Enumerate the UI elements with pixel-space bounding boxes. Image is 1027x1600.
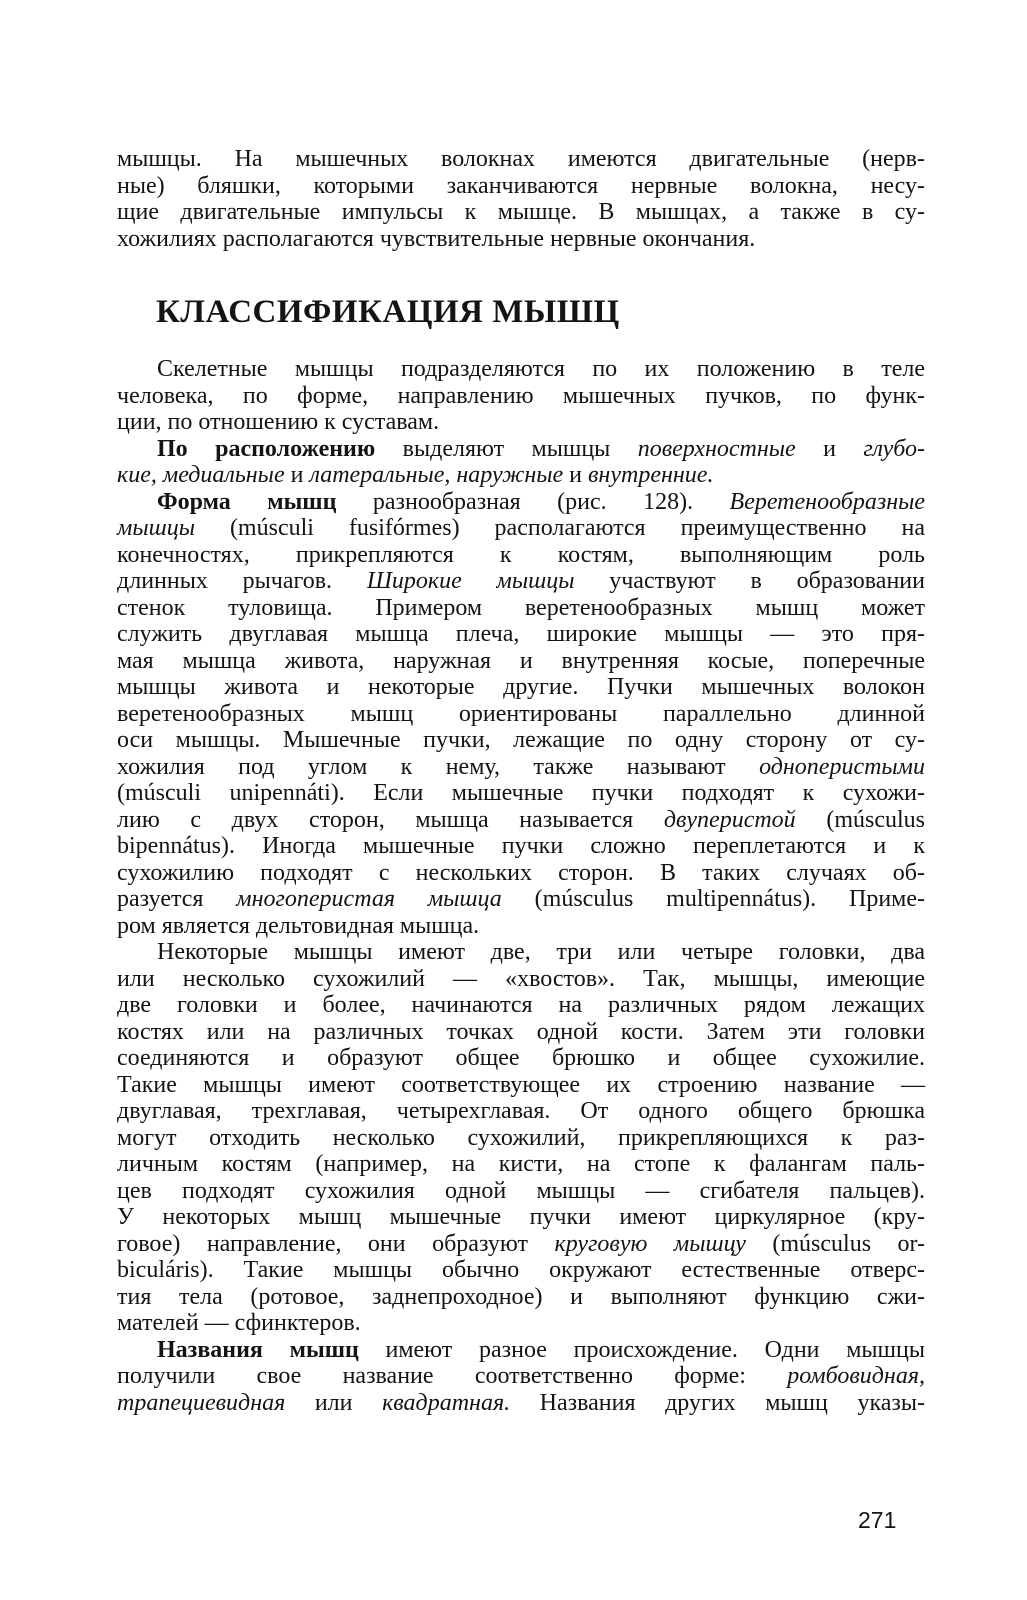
text-span: цев подходят сухожилия одной мышцы — сгибателя пальцев). (117, 1177, 925, 1204)
text-line (117, 1337, 925, 1364)
text-span: лию с двух сторон, мышца называется (117, 806, 664, 833)
text-line (117, 1019, 925, 1046)
text-span: сухожилию подходят с нескольких сторон. В таких случаях об- (117, 859, 925, 886)
text-span: разнообразная (рис. 128). (336, 488, 730, 515)
text-line (117, 701, 925, 728)
italic-term: мышцы (117, 515, 195, 541)
text-span: или несколько сухожилий — «хвостов». Так, мышцы, имеющие (117, 965, 925, 992)
text-span: Такие мышцы имеют соответствующее их строению название — (117, 1071, 925, 1098)
text-line (117, 674, 925, 701)
text-span: Скелетные мышцы подразделяются по их положению в теле (157, 356, 925, 382)
text-line (117, 542, 925, 569)
text-line (117, 1072, 925, 1099)
text-span: стенок туловища. Примером веретенообразных мышц может (117, 594, 925, 621)
text-line (117, 1284, 925, 1311)
text-line: хожилиях располагаются чувствительные нервные окончания. (117, 225, 756, 252)
text-line (117, 1045, 925, 1072)
text-line (117, 462, 925, 489)
text-span: и (563, 462, 589, 488)
text-span: и (284, 462, 310, 488)
text-span: личным костям (например, на кисти, на стопе к фалангам паль- (117, 1151, 925, 1177)
italic-term: одноперистыми (759, 753, 925, 780)
text-span: bipennátus). Иногда мышечные пучки сложно переплетаются и к (117, 833, 925, 859)
text-span: длинных рычагов. (117, 568, 367, 594)
text-line (117, 409, 925, 436)
text-span: костях или на различных точках одной кости. Затем эти головки (117, 1018, 925, 1045)
text-line (117, 939, 925, 966)
text-span: Названия других мышц указы- (510, 1389, 925, 1416)
text-line: ные) бляшки, которыми заканчиваются нервные волокна, несу- (117, 172, 925, 199)
text-span: (músculus or- (745, 1230, 925, 1257)
text-span: biculáris). Такие мышцы обычно окружают естественные отверс- (117, 1257, 925, 1283)
text-line (117, 568, 925, 595)
italic-term: квадратная. (382, 1389, 511, 1416)
text-span: участвуют в образовании (574, 568, 925, 594)
text-line (117, 780, 925, 807)
italic-term: кие, медиальные (117, 462, 285, 488)
italic-term: двуперистой (663, 806, 796, 833)
text-span: мая мышца живота, наружная и внутренняя косые, поперечные (117, 647, 925, 674)
text-span: могут отходить несколько сухожилий, прикрепляющихся к раз- (117, 1124, 925, 1151)
text-span: ром является дельтовидная мышца. (117, 912, 480, 939)
section-body (117, 356, 925, 1416)
text-line (117, 807, 925, 834)
text-line (117, 1390, 925, 1417)
text-line (117, 595, 925, 622)
text-span: мышцы живота и некоторые другие. Пучки мышечных волокон (117, 674, 925, 700)
text-span: разуется (117, 886, 237, 912)
text-line (117, 754, 925, 781)
text-line: щие двигательные импульсы к мышце. В мышцах, а также в су- (117, 199, 925, 225)
text-span: соединяются и образуют общее брюшко и общее сухожилие. (117, 1045, 925, 1071)
text-span: хожилия под углом к нему, также называют (117, 753, 760, 780)
italic-term: Широкие мышцы (366, 568, 575, 594)
intro-paragraph (117, 146, 925, 252)
text-line (117, 886, 925, 913)
text-line (117, 992, 925, 1019)
text-line (117, 1125, 925, 1152)
text-line (117, 1257, 925, 1284)
text-span: имеют разное происхождение. Одни мышцы (358, 1336, 925, 1363)
text-line (117, 621, 925, 648)
text-span: (músculus (795, 806, 925, 833)
text-line (117, 515, 925, 542)
text-span: (músculi fusifórmes) располагаются преимущественно на (194, 515, 925, 541)
text-line (117, 860, 925, 887)
text-span: веретенообразных мышц ориентированы параллельно длинной (117, 700, 925, 727)
italic-term: внутренние. (588, 462, 714, 488)
text-span: выделяют мышцы (375, 435, 638, 462)
text-span: Некоторые мышцы имеют две, три или четыре головки, два (157, 939, 925, 965)
text-span: (músculi unipennáti). Если мышечные пучки подходят к сухожи- (117, 780, 925, 806)
text-span: мателей — сфинктеров. (117, 1310, 361, 1336)
text-line (117, 356, 925, 383)
text-line (117, 1310, 925, 1337)
bold-term: По расположению (157, 435, 376, 462)
text-span: (músculus multipennátus). Приме- (501, 886, 926, 912)
text-line (117, 1231, 925, 1258)
text-line (117, 1151, 925, 1178)
text-line (117, 1098, 925, 1125)
text-line (117, 648, 925, 675)
text-span: конечностях, прикрепляются к костям, выполняющим роль (117, 541, 925, 568)
text-span: получили свое название соответственно форме: (117, 1363, 788, 1389)
italic-term: многоперистая мышца (236, 886, 502, 912)
section-heading: КЛАССИФИКАЦИЯ МЫШЦ (156, 294, 620, 330)
text-line (117, 489, 925, 516)
italic-term: круговую мышцу (554, 1230, 746, 1257)
text-line (117, 966, 925, 993)
text-span: ции, по отношению к суставам. (117, 409, 440, 435)
italic-term: поверхностные (637, 435, 796, 462)
text-line (117, 436, 925, 463)
text-span: говое) направление, они образуют (117, 1230, 555, 1257)
text-span: и (795, 435, 864, 462)
page-number: 271 (858, 1507, 897, 1533)
text-line (117, 913, 925, 940)
text-span: тия тела (ротовое, заднепроходное) и выполняют функцию сжи- (117, 1283, 925, 1310)
italic-term: трапециевидная (117, 1389, 286, 1416)
text-line: мышцы. На мышечных волокнах имеются двигательные (нерв- (117, 146, 925, 172)
text-line (117, 833, 925, 860)
text-span: двуглавая, трехглавая, четырехглавая. От одного общего брюшка (117, 1098, 925, 1124)
text-line (117, 1363, 925, 1390)
text-span: оси мышцы. Мышечные пучки, лежащие по одну сторону от су- (117, 727, 925, 753)
text-span: человека, по форме, направлению мышечных пучков, по функ- (117, 382, 925, 409)
italic-term: латеральные, наружные (309, 462, 564, 488)
bold-term: Названия мышц (157, 1336, 359, 1363)
italic-term: ромбовидная, (787, 1363, 925, 1389)
text-line (117, 727, 925, 754)
text-span: или (285, 1389, 383, 1416)
text-span: У некоторых мышц мышечные пучки имеют циркулярное (кру- (117, 1204, 925, 1230)
italic-term: глубо- (863, 435, 925, 462)
text-span: две головки и более, начинаются на различных рядом лежащих (117, 992, 925, 1018)
text-line (117, 383, 925, 410)
bold-term: Форма мышц (157, 488, 337, 515)
italic-term: Веретенообразные (729, 488, 925, 515)
text-line (117, 1204, 925, 1231)
text-span: служить двуглавая мышца плеча, широкие мышцы — это пря- (117, 621, 925, 647)
text-line (117, 1178, 925, 1205)
